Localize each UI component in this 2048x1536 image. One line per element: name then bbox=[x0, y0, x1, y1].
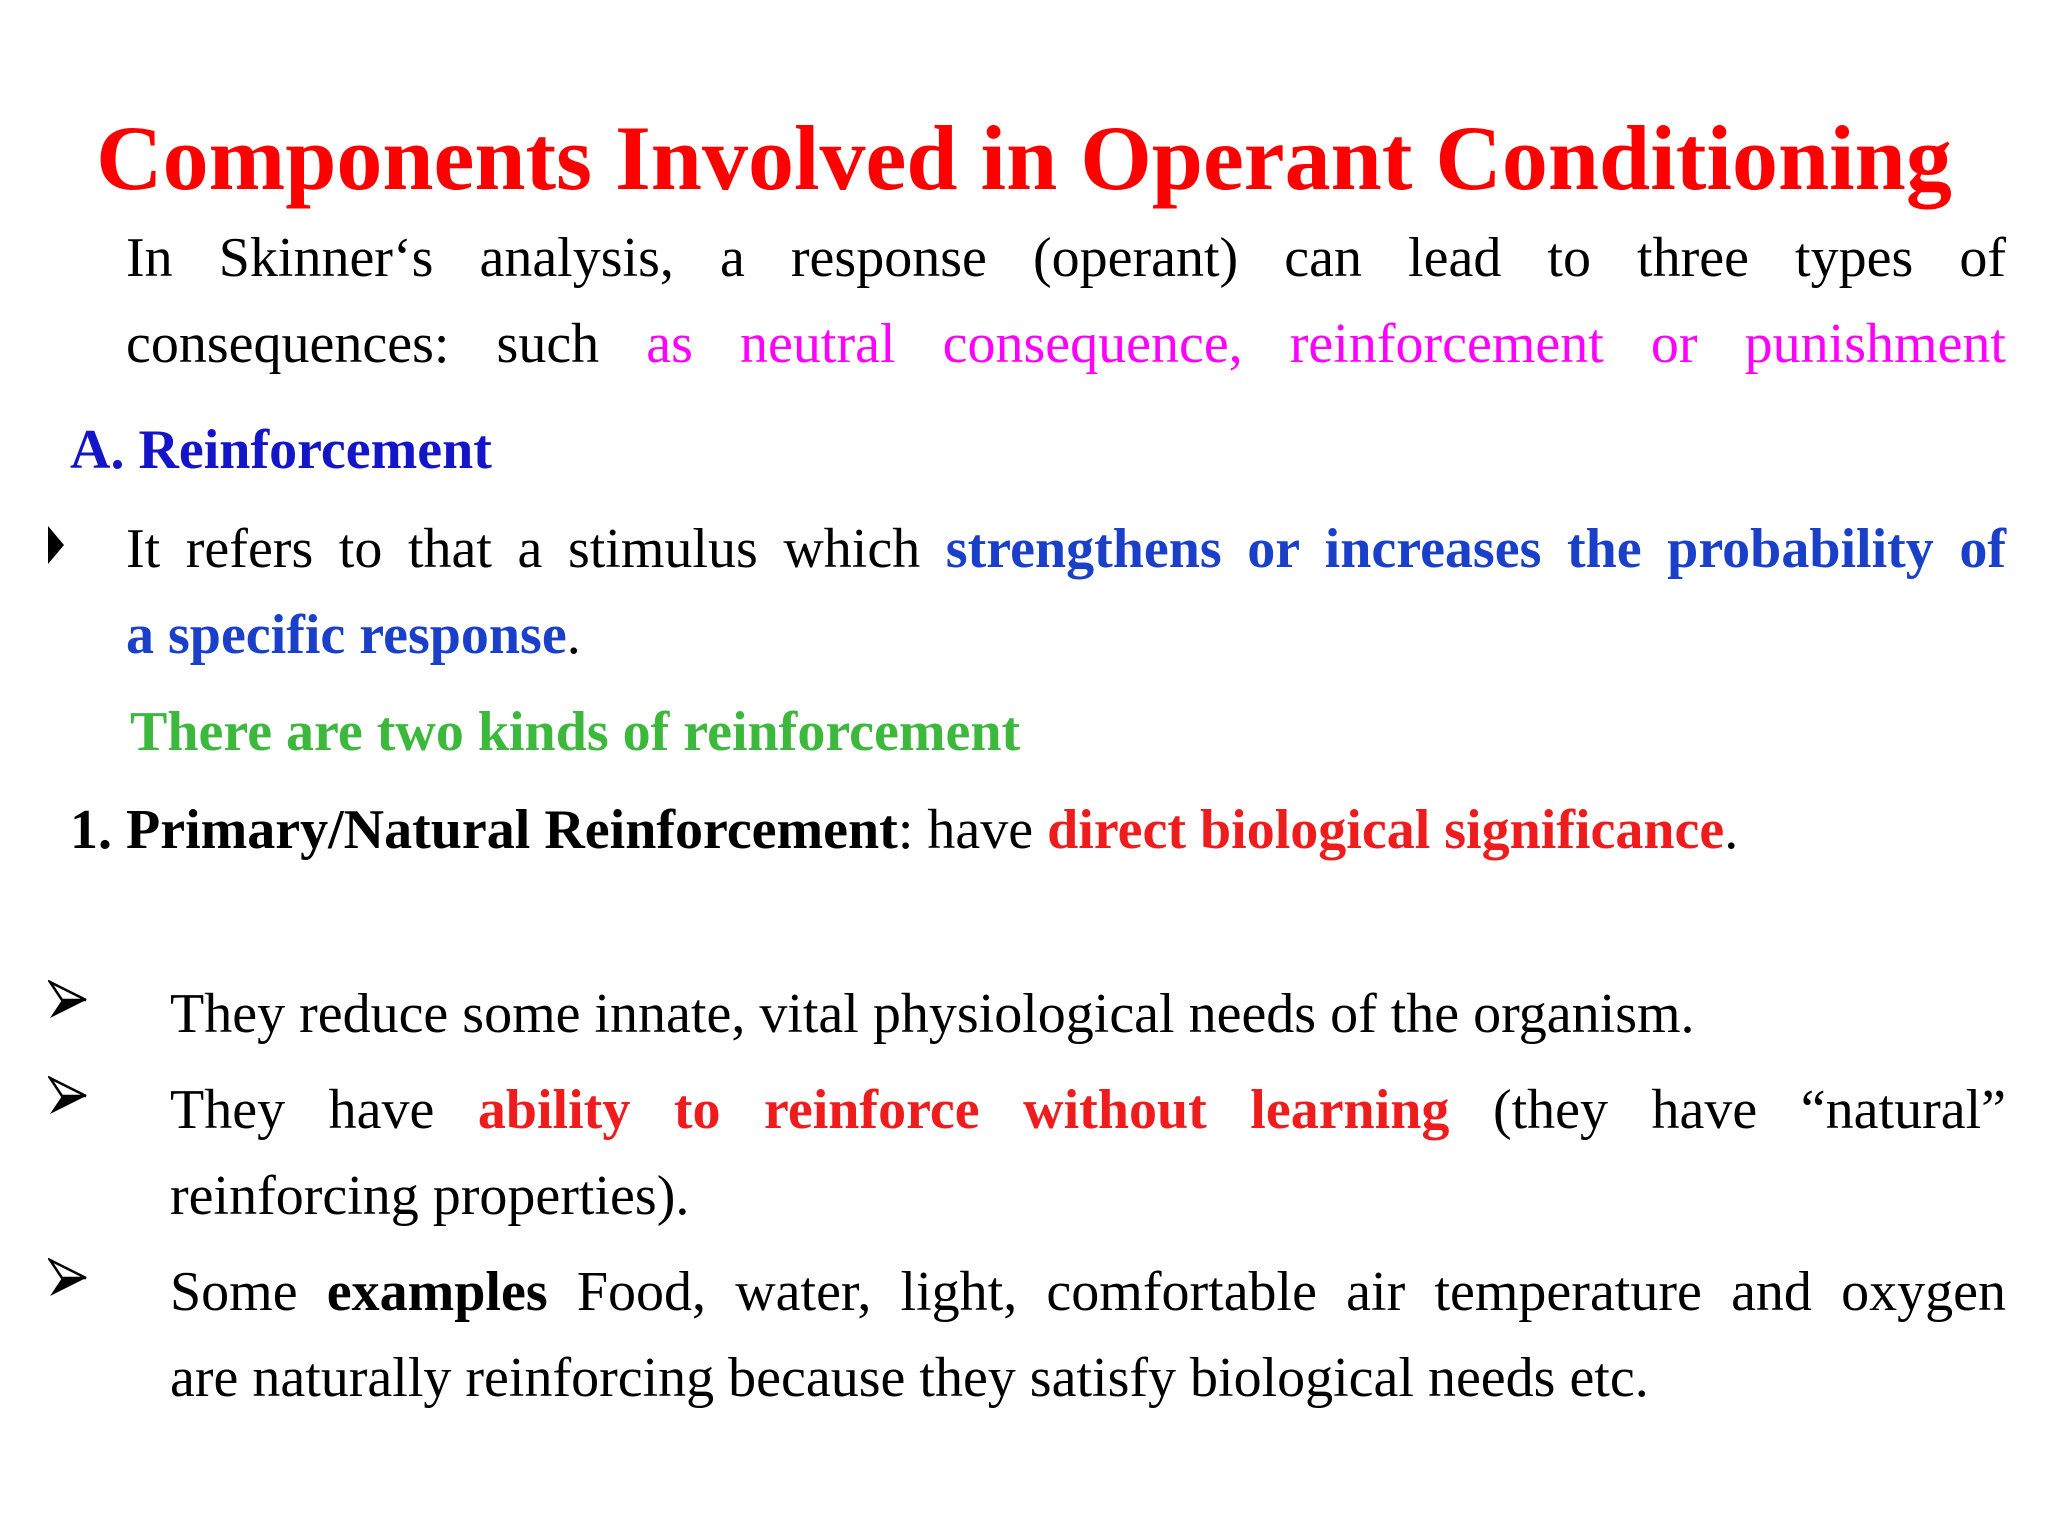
definition-emphasis-1: strengthens or increases the probability of bbox=[945, 518, 2007, 580]
bullet-3-suffix: Food, water, light, comfortable air temperature and oxygen bbox=[547, 1261, 2006, 1323]
bullet-2 bbox=[170, 1067, 2006, 1239]
bullet-3-line-2: are naturally reinforcing because they satisfy biological needs etc. bbox=[170, 1347, 1649, 1409]
primary-highlight: direct biological significance bbox=[1047, 799, 1725, 861]
bullet-3-prefix: Some bbox=[170, 1261, 327, 1323]
definition-emphasis-2: a specific response bbox=[126, 604, 567, 666]
bullet-1 bbox=[170, 971, 2006, 1057]
slide-title: Components Involved in Operant Conditioning bbox=[96, 107, 1952, 209]
arrowhead-right-icon bbox=[48, 980, 88, 1027]
definition-line-2 bbox=[126, 592, 2006, 678]
intro-highlight: as neutral consequence, reinforcement or punishment bbox=[646, 313, 2006, 375]
bullet-3 bbox=[170, 1249, 2006, 1421]
bullet-2-line-2: reinforcing properties). bbox=[170, 1165, 690, 1227]
kinds-heading: There are two kinds of reinforcement bbox=[130, 701, 1021, 763]
bullet-2-line-1 bbox=[170, 1067, 2006, 1153]
bullet-3-bold: examples bbox=[326, 1261, 548, 1323]
bullet-3-line-1 bbox=[170, 1249, 2006, 1335]
bullet-1-text: They reduce some innate, vital physiological needs of the organism. bbox=[170, 983, 1695, 1045]
definition-prefix: It refers to that a stimulus which bbox=[126, 518, 946, 580]
definition-line-1 bbox=[126, 506, 2006, 592]
section-a-definition bbox=[126, 506, 2006, 678]
section-a-heading: A. Reinforcement bbox=[70, 419, 492, 481]
primary-suffix: . bbox=[1724, 799, 1739, 861]
intro-line-2 bbox=[126, 301, 2006, 387]
definition-suffix: . bbox=[566, 604, 581, 666]
bullet-2-suffix: (they have “natural” bbox=[1449, 1079, 2006, 1141]
arrowhead-right-icon bbox=[48, 1076, 88, 1123]
intro-prefix: consequences: such bbox=[126, 313, 647, 375]
primary-reinforcement-line bbox=[70, 790, 1738, 870]
primary-separator: : have bbox=[897, 799, 1048, 861]
triangle-right-icon bbox=[48, 526, 64, 564]
primary-label: 1. Primary/Natural Reinforcement bbox=[70, 799, 898, 861]
bullet-2-highlight: ability to reinforce without learning bbox=[477, 1079, 1450, 1141]
intro-line-1: In Skinner‘s analysis, a response (operant) can lead to three types of bbox=[126, 227, 2006, 289]
intro-paragraph bbox=[126, 215, 2006, 387]
bullet-2-prefix: They have bbox=[170, 1079, 478, 1141]
arrowhead-right-icon bbox=[48, 1258, 88, 1305]
